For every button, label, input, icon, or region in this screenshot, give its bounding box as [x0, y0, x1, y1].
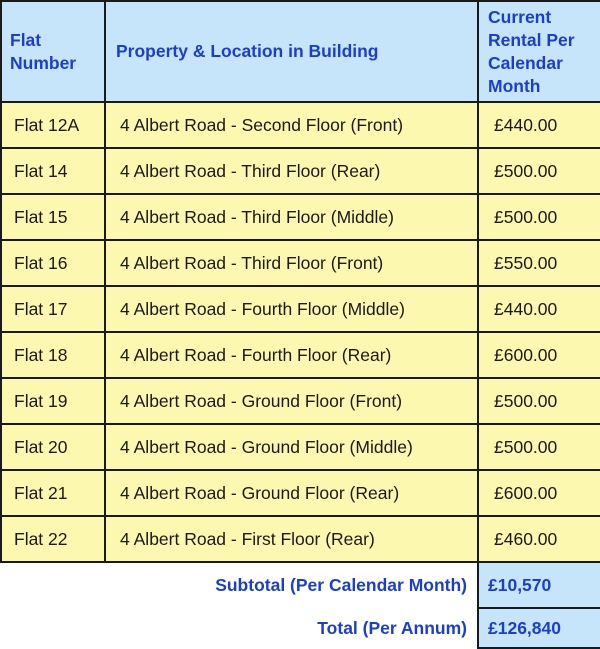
rental-value-cell: £550.00 [478, 240, 600, 286]
rental-value-cell: £600.00 [478, 470, 600, 516]
property-location-cell: 4 Albert Road - Ground Floor (Front) [105, 378, 478, 424]
property-location-cell: 4 Albert Road - First Floor (Rear) [105, 516, 478, 562]
property-location-cell: 4 Albert Road - Ground Floor (Middle) [105, 424, 478, 470]
flat-number-cell: Flat 22 [1, 516, 105, 562]
flat-number-cell: Flat 15 [1, 194, 105, 240]
total-label: Total (Per Annum) [1, 608, 478, 648]
table-row [1, 148, 600, 194]
flat-number-cell: Flat 19 [1, 378, 105, 424]
flat-number-cell: Flat 18 [1, 332, 105, 378]
property-location-cell: 4 Albert Road - Third Floor (Middle) [105, 194, 478, 240]
flat-number-cell: Flat 16 [1, 240, 105, 286]
header-row [1, 1, 600, 102]
table-row [1, 378, 600, 424]
header-flat-number: Flat Number [1, 1, 105, 102]
property-location-cell: 4 Albert Road - Ground Floor (Rear) [105, 470, 478, 516]
property-location-cell: 4 Albert Road - Third Floor (Rear) [105, 148, 478, 194]
property-location-cell: 4 Albert Road - Fourth Floor (Middle) [105, 286, 478, 332]
table-row [1, 516, 600, 562]
table-row [1, 424, 600, 470]
flat-number-cell: Flat 17 [1, 286, 105, 332]
rental-value-cell: £500.00 [478, 424, 600, 470]
header-property-location: Property & Location in Building [105, 1, 478, 102]
property-location-cell: 4 Albert Road - Third Floor (Front) [105, 240, 478, 286]
rental-value-cell: £460.00 [478, 516, 600, 562]
flat-number-cell: Flat 14 [1, 148, 105, 194]
table-row [1, 470, 600, 516]
rental-value-cell: £500.00 [478, 194, 600, 240]
rental-value-cell: £440.00 [478, 286, 600, 332]
flat-number-cell: Flat 20 [1, 424, 105, 470]
table-row [1, 286, 600, 332]
property-location-cell: 4 Albert Road - Fourth Floor (Rear) [105, 332, 478, 378]
rental-value-cell: £500.00 [478, 378, 600, 424]
table-row [1, 102, 600, 148]
table-body [1, 102, 600, 562]
rental-value-cell: £440.00 [478, 102, 600, 148]
flat-number-cell: Flat 12A [1, 102, 105, 148]
subtotal-row [1, 562, 600, 608]
flat-number-cell: Flat 21 [1, 470, 105, 516]
rental-value-cell: £500.00 [478, 148, 600, 194]
header-current-rental: Current Rental Per Calendar Month [478, 1, 600, 102]
table-row [1, 240, 600, 286]
table-row [1, 194, 600, 240]
subtotal-label: Subtotal (Per Calendar Month) [1, 562, 478, 608]
total-value: £126,840 [478, 608, 600, 648]
property-location-cell: 4 Albert Road - Second Floor (Front) [105, 102, 478, 148]
rental-value-cell: £600.00 [478, 332, 600, 378]
subtotal-value: £10,570 [478, 562, 600, 608]
table-row [1, 332, 600, 378]
total-row [1, 608, 600, 648]
